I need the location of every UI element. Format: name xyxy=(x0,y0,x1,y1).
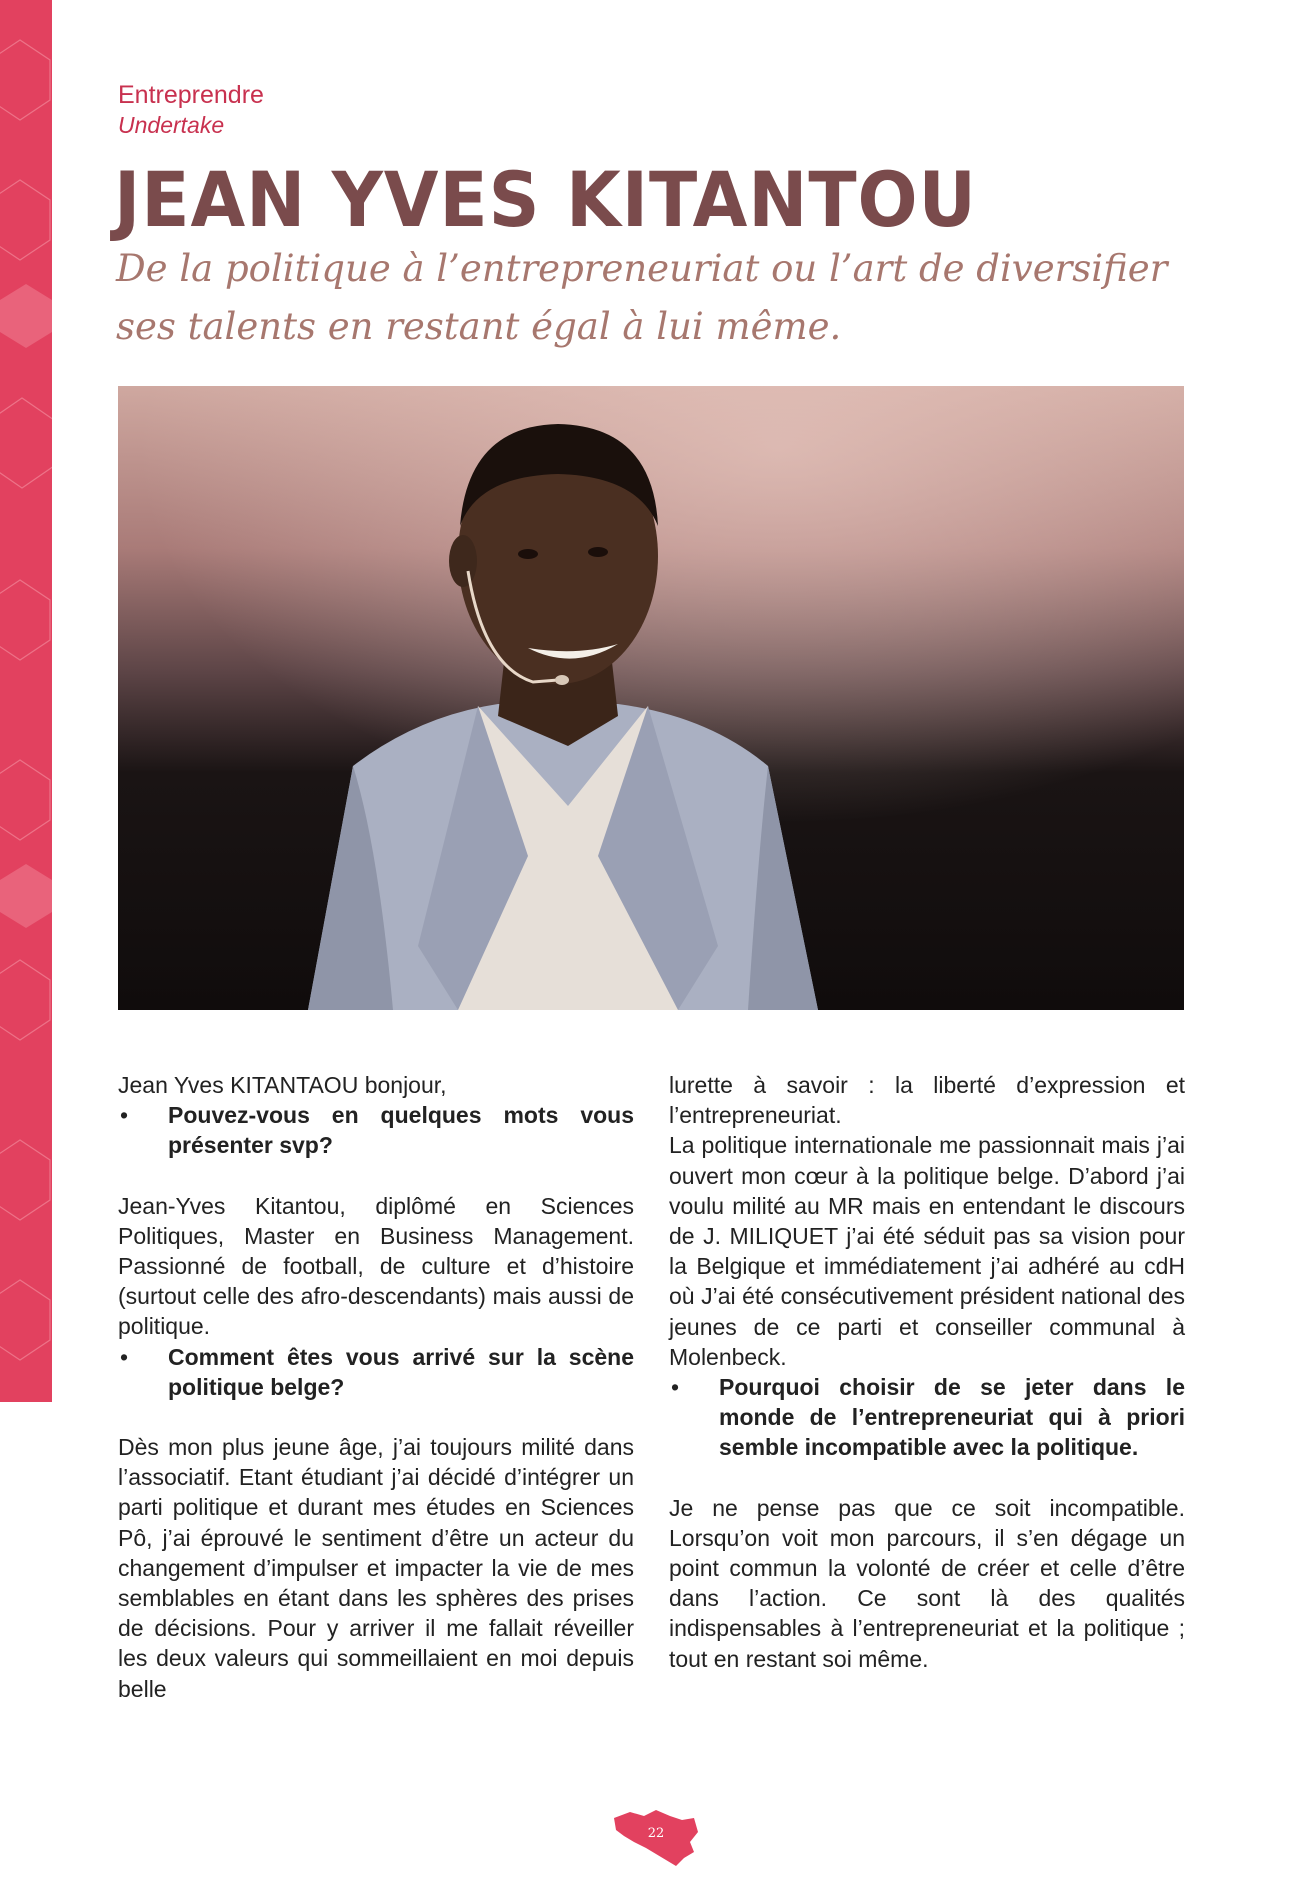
article-subtitle: De la politique à l’entrepreneuriat ou l’art de diversifier ses talents en restant égal à lui même. xyxy=(116,247,1168,348)
decorative-side-band xyxy=(0,0,52,1402)
article-photo xyxy=(118,386,1184,1010)
greeting: Jean Yves KITANTAOU bonjour, xyxy=(118,1072,447,1098)
bullet-icon: • xyxy=(120,1102,129,1129)
question-3 xyxy=(669,1372,1185,1463)
answer-2-part-1: Dès mon plus jeune âge, j’ai toujours milité dans l’associatif. Etant étudiant j’ai décidé d’intégrer un parti politique et durant mes études en Sciences Pô, j’ai éprouvé le sentiment d’être un acteur du changement d’impulser et impacter la vie de mes semblables en étant dans les sphères des prises de décisions. Pour y arriver il me fallait réveiller les deux valeurs qui sommeillaient en moi depuis belle xyxy=(118,1434,634,1702)
hexagon-pattern-icon xyxy=(0,0,52,1402)
article-column-right xyxy=(669,1070,1185,1674)
answer-2-part-2: lurette à savoir : la liberté d’expression et l’entrepreneuriat. xyxy=(669,1072,1185,1129)
bullet-icon: • xyxy=(120,1343,129,1370)
section-label-en: Undertake xyxy=(118,112,225,138)
section-label xyxy=(118,80,264,140)
portrait-figure xyxy=(118,386,1184,1010)
question-2 xyxy=(118,1342,634,1402)
section-label-fr: Entreprendre xyxy=(118,81,264,109)
answer-1: Jean-Yves Kitantou, diplômé en Sciences Politiques, Master en Business Management. Passionné de football, de culture et d’histoire (surtout celle des afro-descendants) mais aussi de politique. xyxy=(118,1192,634,1340)
answer-2-part-3: La politique internationale me passionnait mais j’ai ouvert mon cœur à la politique belge. D’abord j’ai voulu milité au MR mais en entendant le discours de J. MILIQUET j’ai été séduit pas sa vision pour la Belgique et immédiatement j’ai adhéré au cdH où J’ai été consécutivement président national des jeunes de ce parti et conseiller communal à Molenbeck. xyxy=(669,1132,1185,1370)
footer-page-marker xyxy=(610,1808,702,1868)
page-number: 22 xyxy=(647,1826,665,1841)
question-1 xyxy=(118,1100,634,1160)
article-title: JEAN YVES KITANTOU xyxy=(114,155,977,244)
article-column-left xyxy=(118,1070,634,1704)
answer-3: Je ne pense pas que ce soit incompatible. Lorsqu’on voit mon parcours, il s’en dégage un point commun la volonté de créer et celle d’être dans l’action. Ce sont là des qualités indispensables à l’entrepreneuriat et la politique ; tout en restant soi même. xyxy=(669,1494,1185,1672)
question-1-text: Pouvez-vous en quelques mots vous présenter svp? xyxy=(168,1102,634,1159)
question-2-text: Comment êtes vous arrivé sur la scène politique belge? xyxy=(168,1343,634,1400)
bullet-icon: • xyxy=(671,1374,680,1401)
question-3-text: Pourquoi choisir de se jeter dans le monde de l’entrepreneuriat qui à priori semble incompatible avec la politique. xyxy=(719,1374,1185,1461)
